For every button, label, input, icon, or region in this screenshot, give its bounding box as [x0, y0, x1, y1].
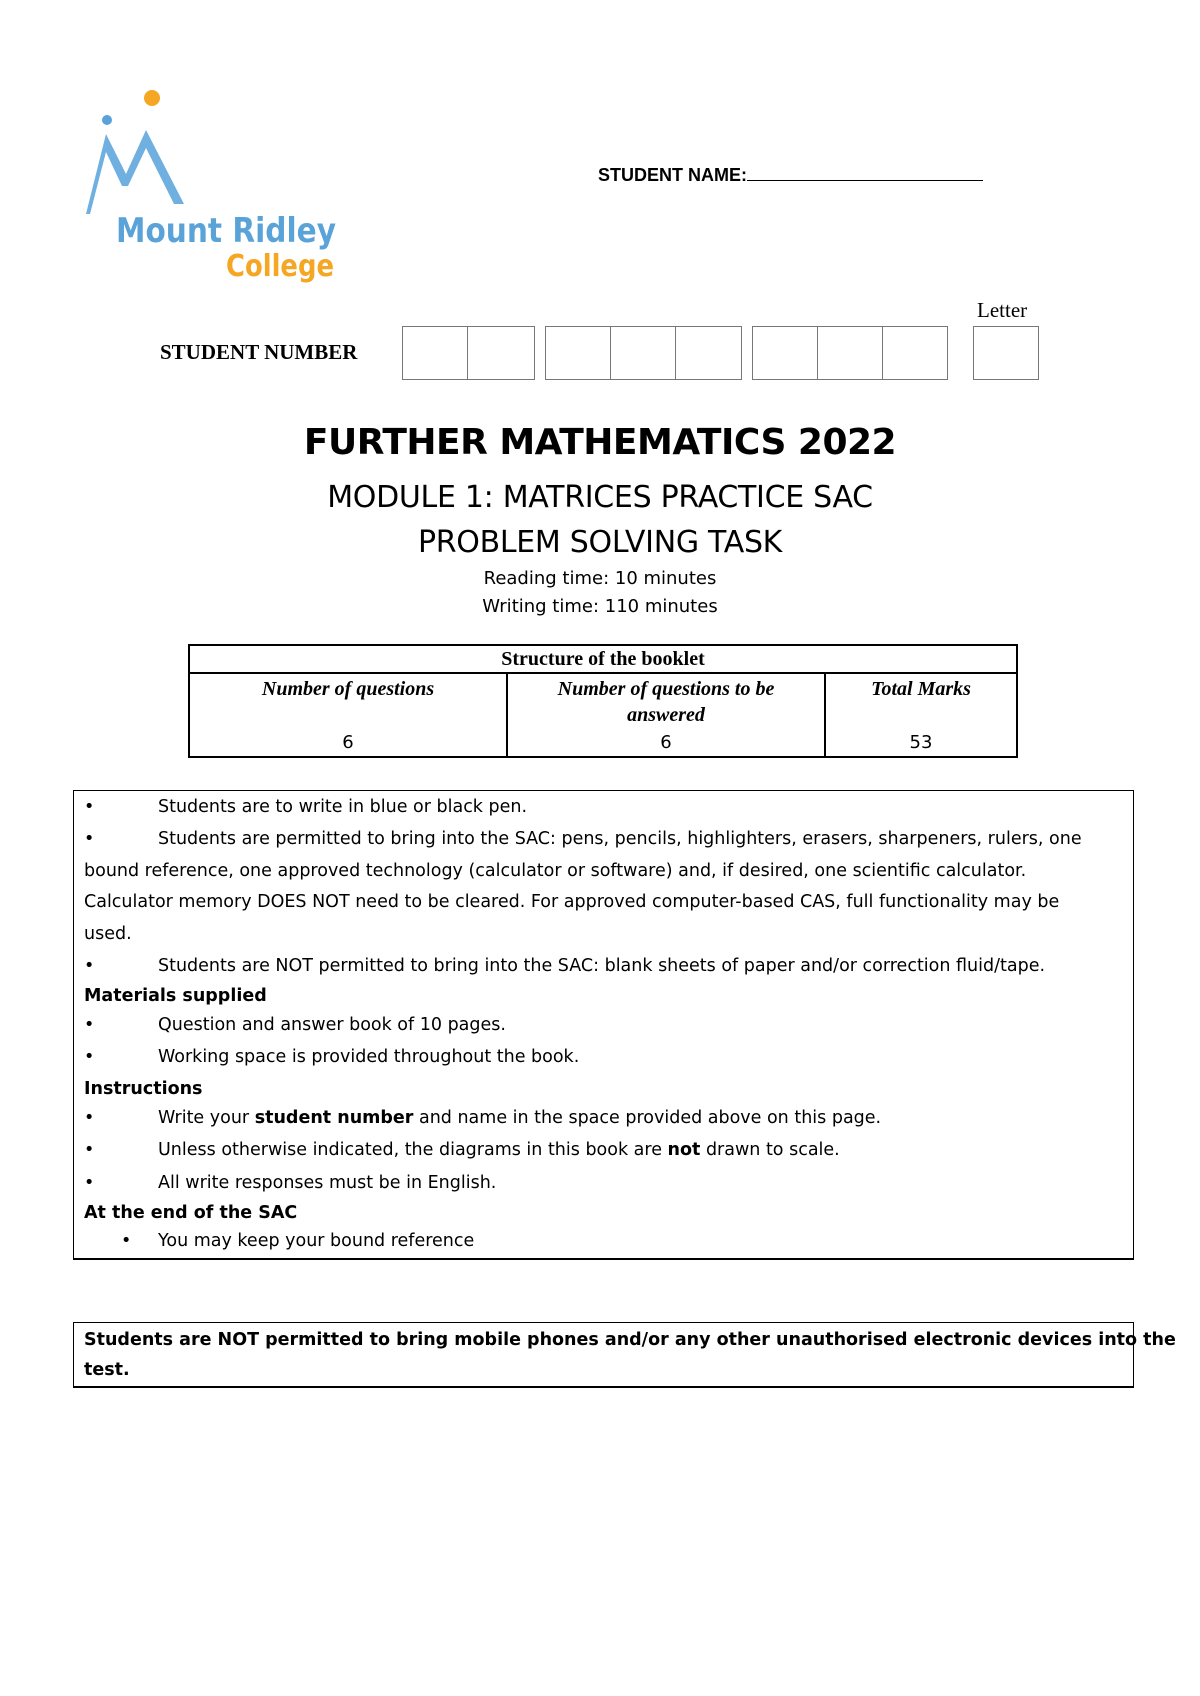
logo-dot-orange — [144, 90, 160, 106]
logo-mountain-mark — [86, 130, 184, 214]
bullet: • — [84, 829, 95, 849]
instructions-box — [73, 790, 1134, 1260]
student-name-label: STUDENT NAME: — [598, 165, 747, 185]
instruction-item: All write responses must be in English. — [158, 1173, 497, 1193]
student-number-box[interactable] — [752, 326, 819, 380]
instruction-item: Students are to write in blue or black pen. — [158, 797, 528, 817]
bullet: • — [84, 797, 95, 817]
instruction-item: Students are permitted to bring into the SAC: pens, pencils, highlighters, erasers, sharpeners, rulers, one — [158, 829, 1082, 849]
table-cell-questions: 6 — [189, 730, 507, 757]
writing-time: Writing time: 110 minutes — [482, 596, 718, 617]
student-number-box[interactable] — [817, 326, 884, 380]
task-subtitle: PROBLEM SOLVING TASK — [417, 525, 783, 560]
logo-text-line2: College — [226, 249, 334, 284]
logo-text-line1: Mount Ridley — [116, 211, 336, 251]
instruction-item: Write your student number and name in the space provided above on this page. — [158, 1108, 882, 1128]
student-number-box[interactable] — [545, 326, 612, 380]
materials-item: Question and answer book of 10 pages. — [158, 1015, 506, 1035]
student-number-box[interactable] — [675, 326, 742, 380]
structure-table — [188, 644, 1018, 758]
student-name-line[interactable] — [747, 162, 983, 181]
student-name-field[interactable] — [598, 162, 983, 186]
bullet: • — [84, 1173, 95, 1193]
page-title: FURTHER MATHEMATICS 2022 — [303, 422, 897, 463]
instruction-item: Unless otherwise indicated, the diagrams in this book are not drawn to scale. — [158, 1140, 840, 1160]
student-number-box[interactable] — [402, 326, 469, 380]
table-cell-answered: 6 — [507, 730, 825, 757]
table-header-answered: Number of questions to be answered — [507, 673, 825, 730]
module-subtitle: MODULE 1: MATRICES PRACTICE SAC — [327, 480, 873, 515]
bullet: • — [84, 1047, 95, 1067]
logo-dot-blue — [102, 115, 112, 125]
bullet: • — [84, 956, 95, 976]
college-logo — [82, 82, 364, 292]
end-of-sac-item: You may keep your bound reference — [158, 1231, 475, 1251]
materials-heading: Materials supplied — [84, 986, 267, 1006]
table-cell-marks: 53 — [825, 730, 1017, 757]
instruction-item-cont: Calculator memory DOES NOT need to be cleared. For approved computer-based CAS, full functionality may be — [84, 892, 1060, 912]
materials-item: Working space is provided throughout the book. — [158, 1047, 580, 1067]
instruction-item-cont: used. — [84, 924, 132, 944]
bullet: • — [121, 1231, 132, 1251]
warning-line: Students are NOT permitted to bring mobile phones and/or any other unauthorised electronic devices into the — [84, 1330, 1176, 1350]
mobile-phone-warning — [73, 1322, 1176, 1388]
student-number-box[interactable] — [610, 326, 677, 380]
student-number-label: STUDENT NUMBER — [160, 340, 358, 364]
table-header-questions: Number of questions — [189, 673, 507, 730]
reading-time: Reading time: 10 minutes — [483, 568, 717, 589]
student-number-box[interactable] — [882, 326, 948, 380]
instructions-heading: Instructions — [84, 1079, 203, 1099]
bullet: • — [84, 1108, 95, 1128]
letter-box[interactable] — [973, 326, 1039, 380]
table-caption: Structure of the booklet — [189, 645, 1017, 673]
instruction-item-cont: bound reference, one approved technology (calculator or software) and, if desired, one scientific calculator. — [84, 861, 1027, 881]
instruction-item: Students are NOT permitted to bring into the SAC: blank sheets of paper and/or correction fluid/tape. — [158, 956, 1046, 976]
student-number-box[interactable] — [467, 326, 535, 380]
letter-label: Letter — [977, 298, 1028, 322]
bullet: • — [84, 1140, 95, 1160]
table-header-marks: Total Marks — [825, 673, 1017, 730]
warning-line: test. — [84, 1360, 130, 1380]
end-of-sac-heading: At the end of the SAC — [84, 1203, 298, 1223]
bullet: • — [84, 1015, 95, 1035]
